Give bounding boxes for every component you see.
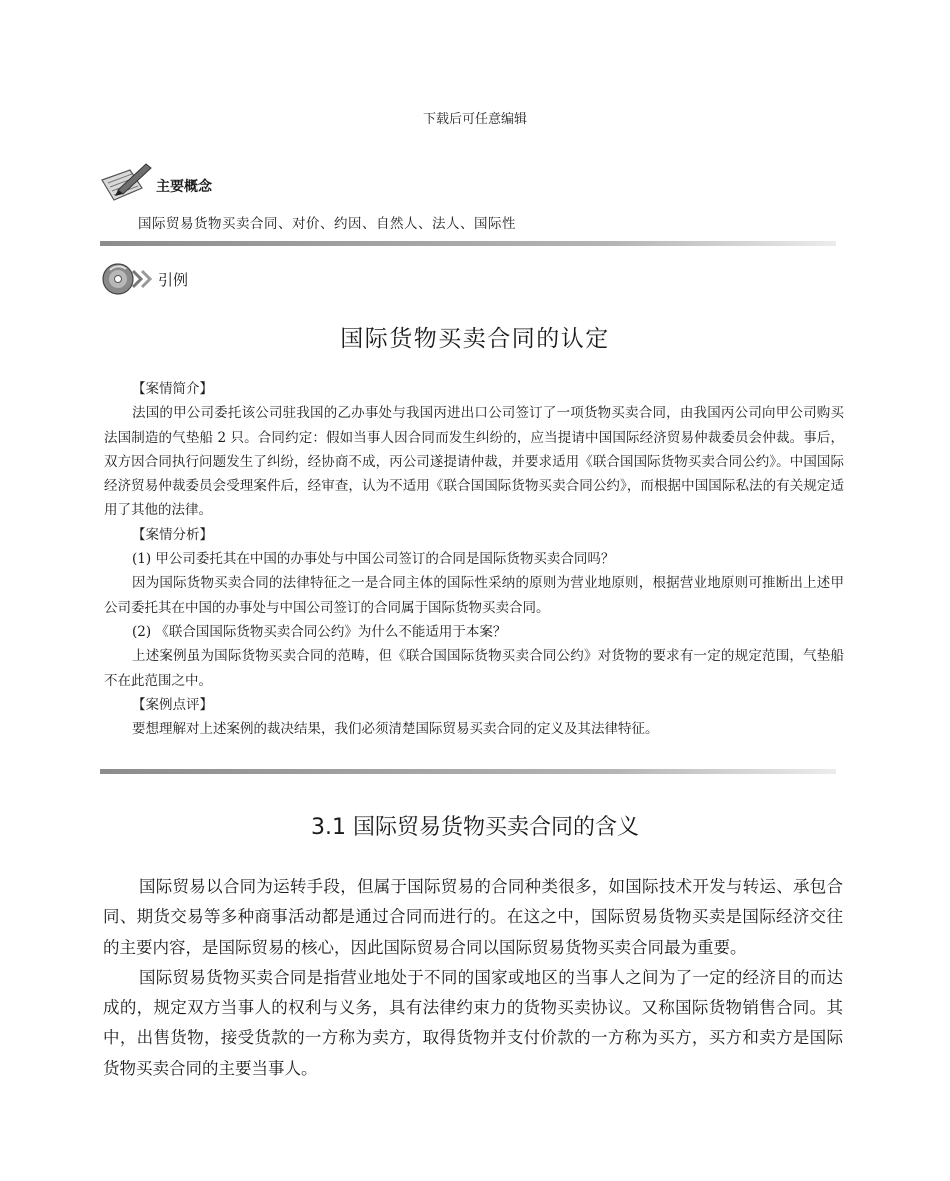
- section-divider: [100, 769, 836, 774]
- case-title: 国际货物买卖合同的认定: [340, 326, 610, 352]
- cd-arrow-icon: [100, 260, 160, 298]
- section-body: [103, 872, 843, 1084]
- case-summary-text: 法国的甲公司委托该公司驻我国的乙办事处与我国丙进出口公司签订了一项货物买卖合同，由我国丙公司向甲公司购买法国制造的气垫船 2 只。合同约定：假如当事人因合同而发生纠纷的，应当提请中国国际经济贸易仲裁委员会仲裁。事后，双方因合同执行问题发生了纠纷，经协商不成，丙公司遂提请仲裁，并要求适用《联合国国际货物买卖合同公约》。中国国际经济贸易仲裁委员会受理案件后，经审查，认为不适用《联合国国际货物买卖合同公约》，而根据中国国际私法的有关规定适用了其他的法律。: [104, 405, 844, 519]
- analysis-question-2: (2) 《联合国国际货物买卖合同公约》为什么不能适用于本案？: [132, 623, 507, 640]
- section-title: 3.1 国际贸易货物买卖合同的含义: [311, 815, 639, 840]
- case-analysis-heading: 【案情分析】: [132, 526, 213, 543]
- header-note: 下载后可任意编辑: [422, 112, 527, 127]
- key-concepts-block: [100, 160, 840, 232]
- case-comment-text: 要想理解对上述案例的裁决结果，我们必须清楚国际贸易买卖合同的定义及其法律特征。: [132, 721, 659, 738]
- body-paragraph: 国际贸易货物买卖合同是指营业地处于不同的国家或地区的当事人之间为了一定的经济目的而达成的，规定双方当事人的权利与义务，具有法律约束力的货物买卖协议。又称国际货物销售合同。其中，出售货物，接受货款的一方称为卖方，取得货物并支付价款的一方称为买方，买方和卖方是国际货物买卖合同的主要当事人。: [103, 967, 843, 1078]
- key-concepts-title: 主要概念: [156, 179, 212, 195]
- body-paragraph: 国际贸易以合同为运转手段，但属于国际贸易的合同种类很多，如国际技术开发与转运、承包合同、期货交易等多种商事活动都是通过合同而进行的。在这之中，国际贸易货物买卖是国际经济交往的主要内容，是国际贸易的核心，因此国际贸易合同以国际贸易货物买卖合同最为重要。: [103, 877, 843, 957]
- case-body: [104, 377, 844, 741]
- intro-header: [100, 260, 188, 298]
- analysis-answer-2: 上述案例虽为国际货物买卖合同的范畴，但《联合国国际货物买卖合同公约》对货物的要求有一定的规定范围，气垫船不在此范围之中。: [104, 648, 844, 689]
- key-concepts-text: 国际贸易货物买卖合同、对价、约因、自然人、法人、国际性: [138, 216, 516, 232]
- case-comment-heading: 【案例点评】: [132, 696, 213, 713]
- analysis-question-1: (1) 甲公司委托其在中国的办事处与中国公司签订的合同是国际货物买卖合同吗？: [132, 551, 615, 568]
- intro-title: 引例: [158, 270, 189, 289]
- analysis-answer-1: 因为国际货物买卖合同的法律特征之一是合同主体的国际性采纳的原则为营业地原则，根据营业地原则可推断出上述甲公司委托其在中国的办事处与中国公司签订的合同属于国际货物买卖合同。: [104, 575, 844, 616]
- case-summary-heading: 【案情简介】: [132, 381, 213, 397]
- section-divider: [100, 241, 836, 246]
- notebook-pencil-icon: [100, 160, 154, 204]
